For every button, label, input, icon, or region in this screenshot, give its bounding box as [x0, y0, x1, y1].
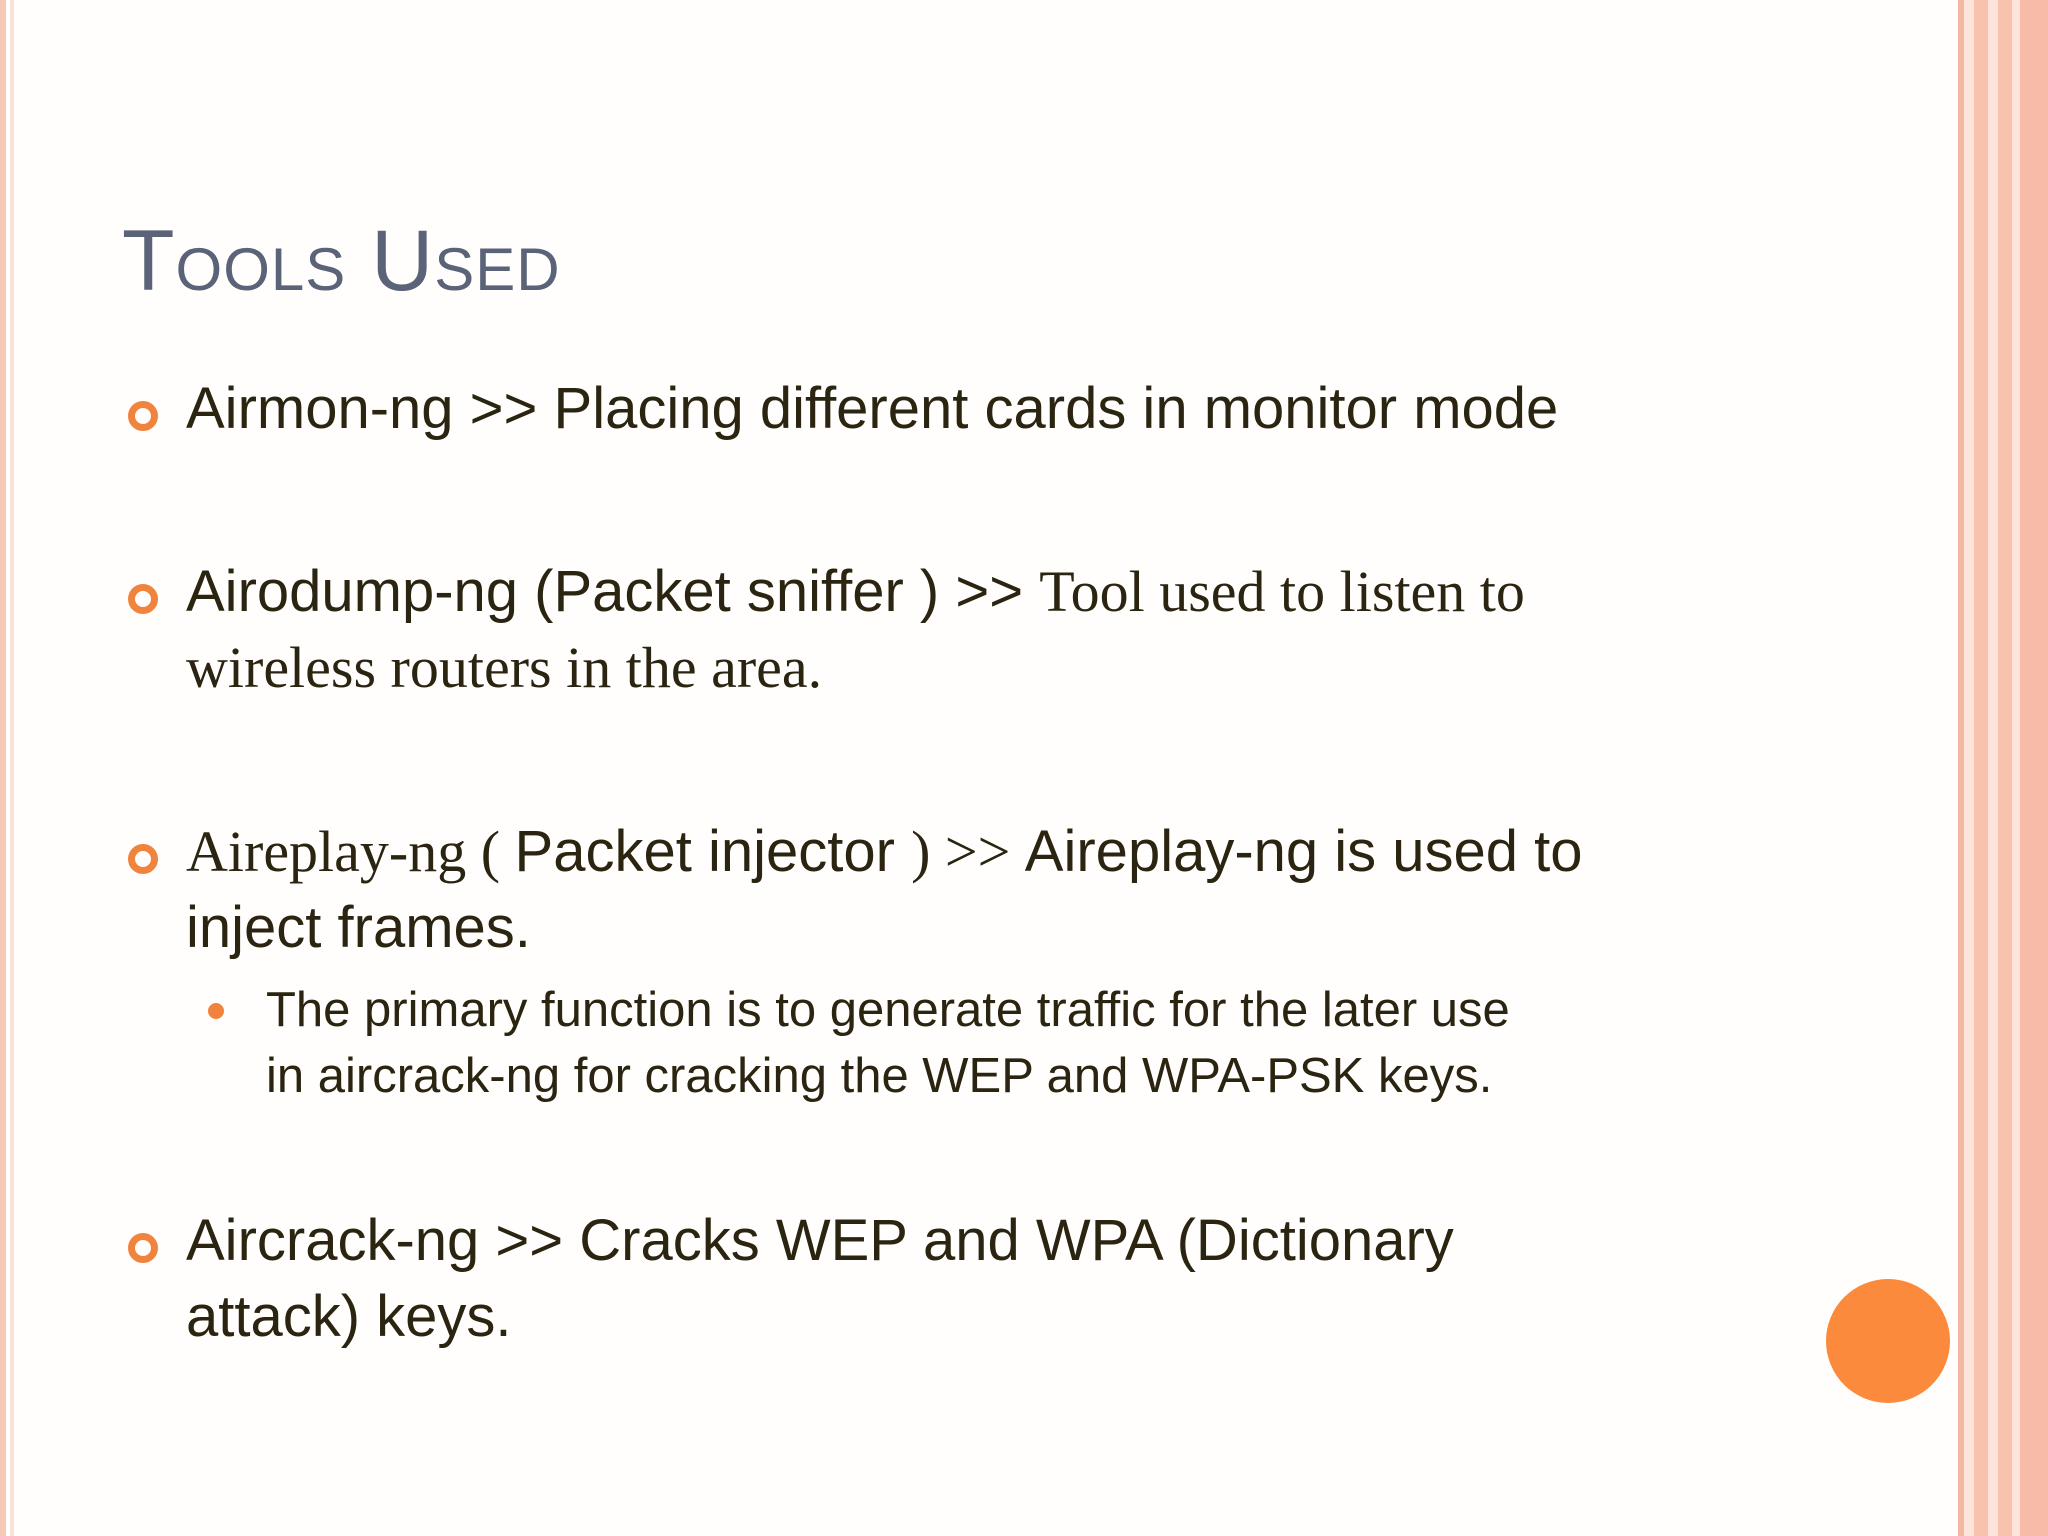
bullet-text-sans: Airodump-ng (Packet sniffer ) >>	[186, 559, 1040, 624]
hollow-circle-bullet-icon	[128, 1233, 158, 1263]
right-border-band	[1964, 0, 1974, 1536]
orange-circle-decoration	[1826, 1279, 1950, 1403]
right-border-band	[2012, 0, 2020, 1536]
bullet-text-serif: ) >>	[911, 819, 1025, 884]
right-border-band	[1974, 0, 1988, 1536]
bullet-text: Airmon-ng >> Placing different cards in monitor mode	[186, 376, 1559, 441]
hollow-circle-bullet-icon	[128, 844, 158, 874]
slide-title: Tools Used	[122, 213, 561, 309]
bullet-text-sans: Packet injector	[514, 819, 912, 884]
hollow-circle-bullet-icon	[128, 584, 158, 614]
bullet-text-sans: Aireplay-ng is used to	[1024, 819, 1583, 884]
bullet-text-serif: Tool used to listen to	[1039, 559, 1525, 624]
bullet-text-line2: inject frames.	[186, 895, 531, 960]
bullet-text-serif: Aireplay-ng (	[186, 819, 515, 884]
bullet-text-line1	[186, 814, 1583, 890]
bullet-text-line2: wireless routers in the area.	[186, 635, 823, 700]
left-border-stripe	[0, 0, 6, 1536]
filled-dot-bullet-icon	[208, 1003, 224, 1019]
bullet-text-line1: Aircrack-ng >> Cracks WEP and WPA (Dictionary	[186, 1208, 1454, 1273]
sub-bullet-text-line1: The primary function is to generate traffic for the later use	[266, 983, 1510, 1037]
right-border-band	[1998, 0, 2012, 1536]
bullet-text-line2: attack) keys.	[186, 1284, 512, 1349]
right-border-band	[2020, 0, 2048, 1536]
bullet-text-line1	[186, 554, 1525, 630]
sub-bullet-text-line2: in aircrack-ng for cracking the WEP and WPA-PSK keys.	[266, 1049, 1493, 1103]
hollow-circle-bullet-icon	[128, 401, 158, 431]
right-border-band	[1988, 0, 1998, 1536]
